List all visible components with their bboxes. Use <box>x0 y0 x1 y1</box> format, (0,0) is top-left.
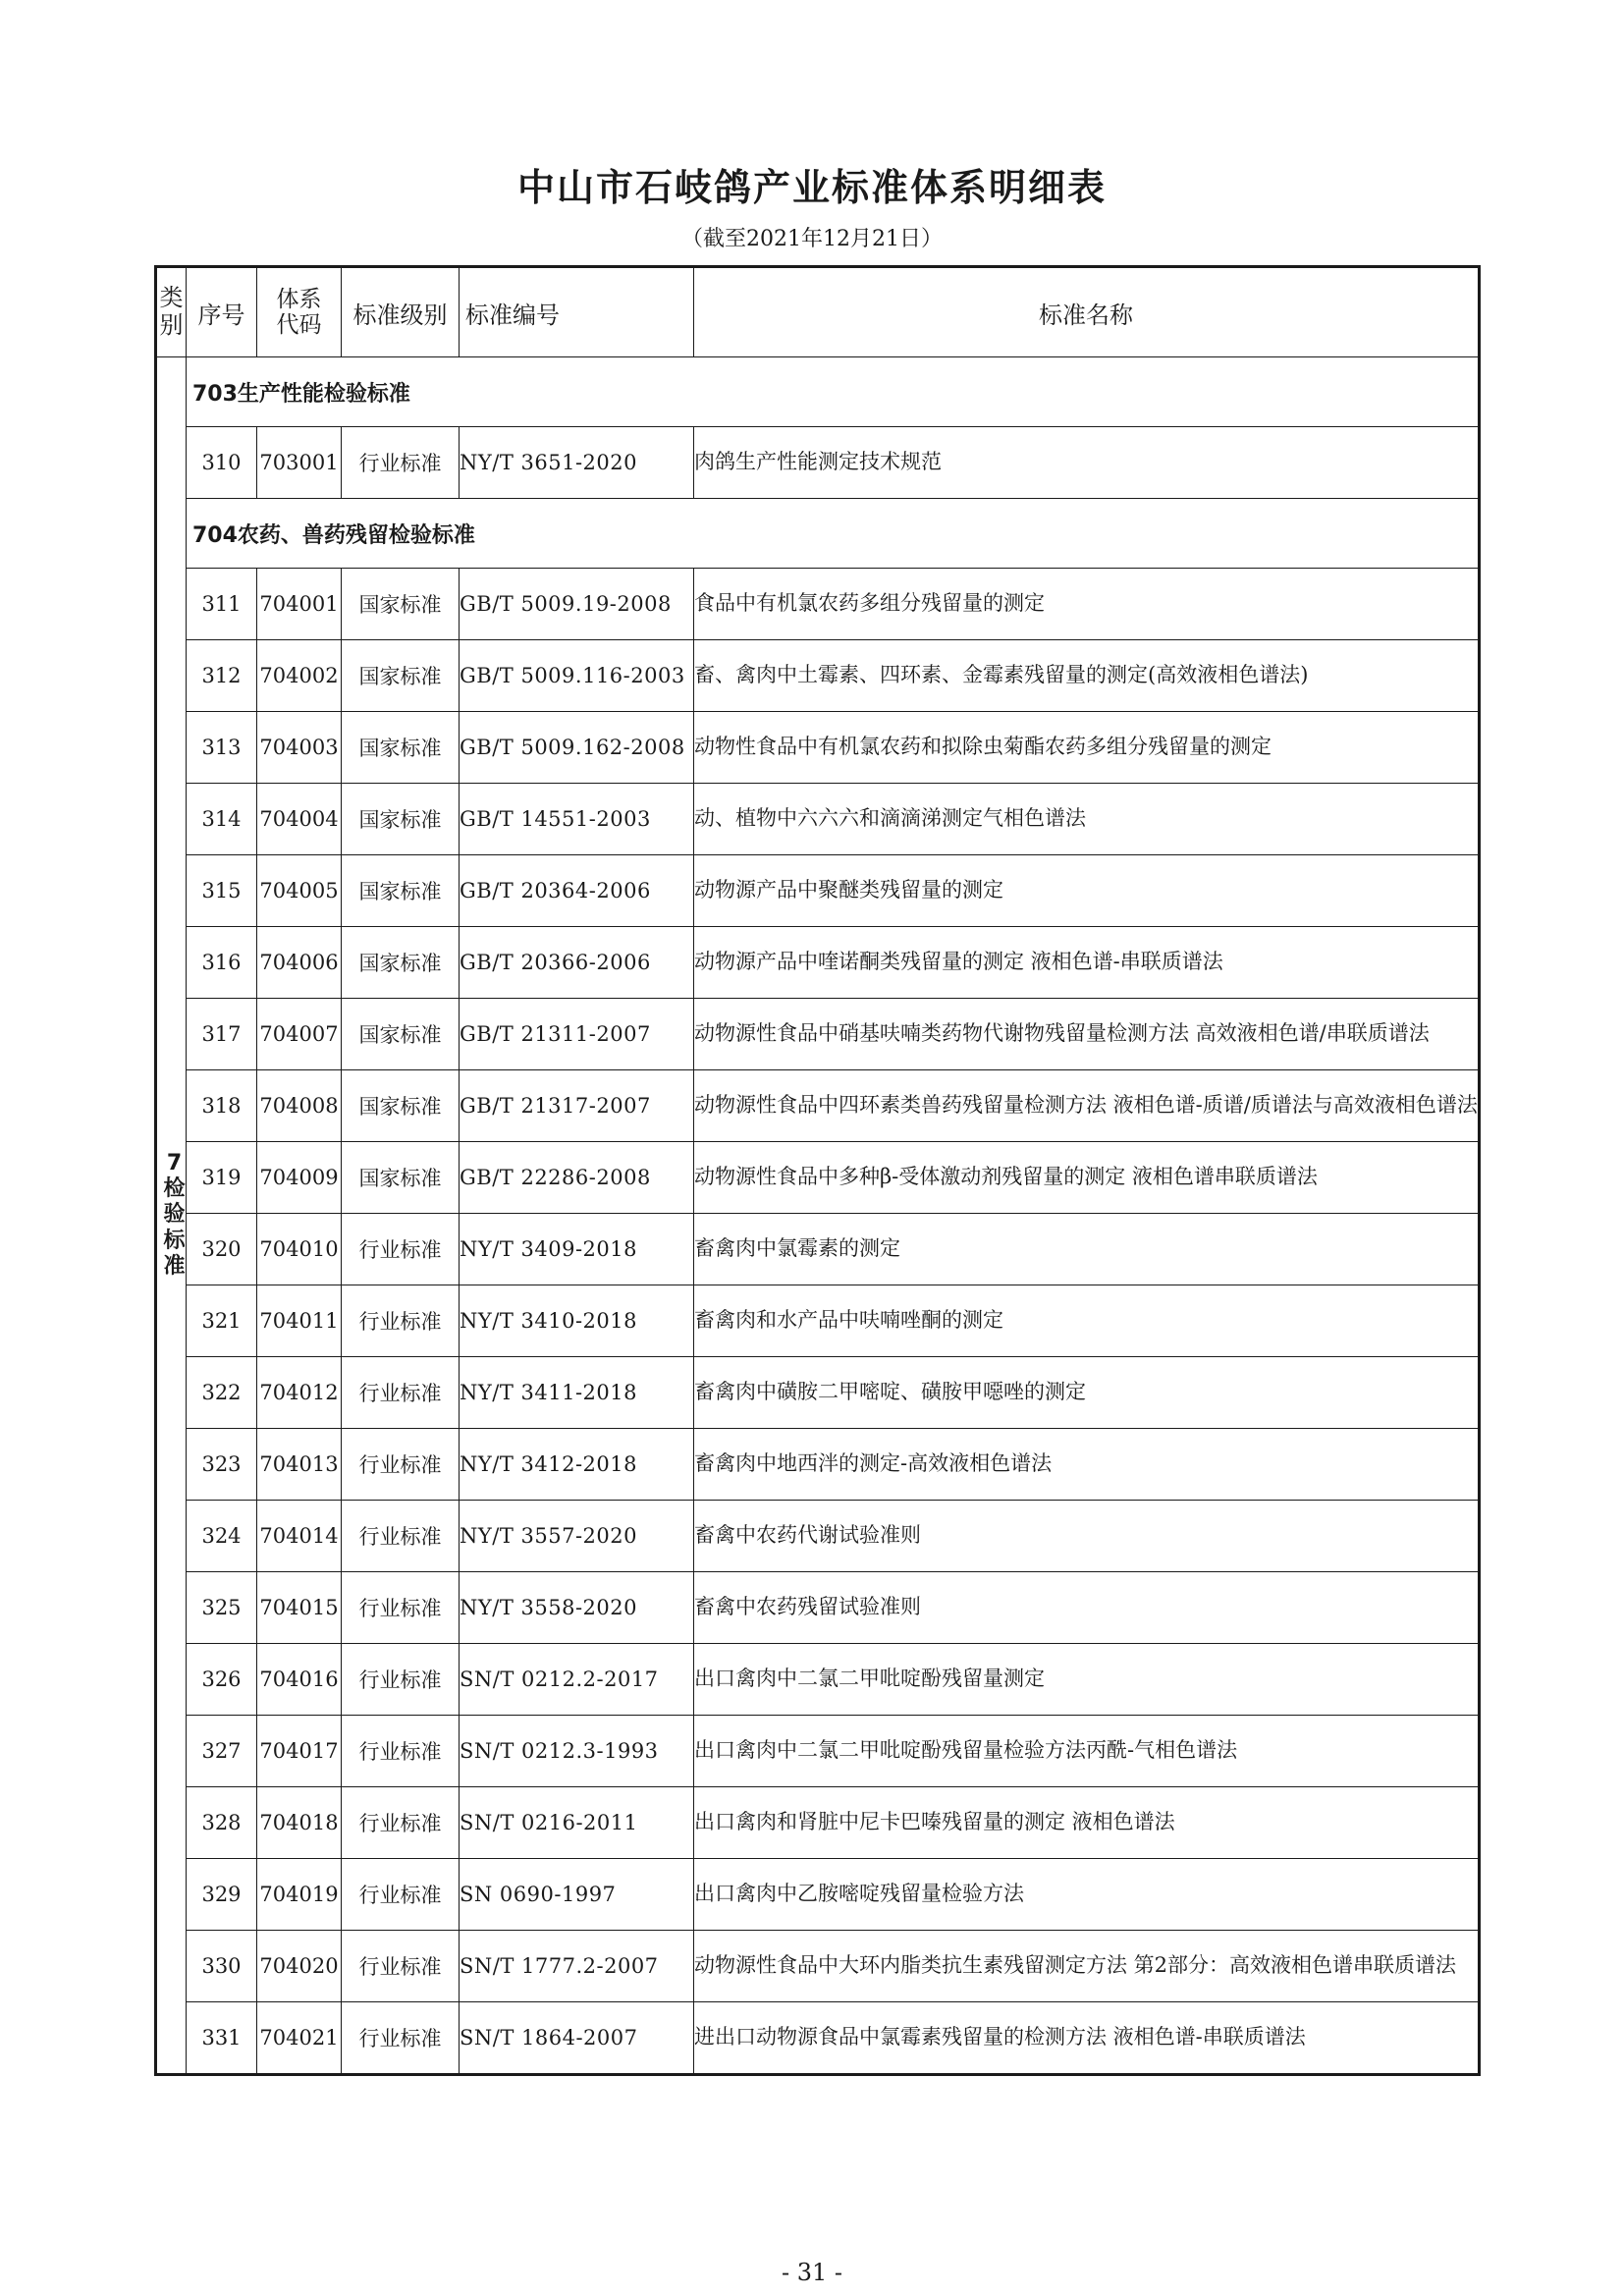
section-row <box>156 499 1480 569</box>
cell-seq: 326 <box>187 1644 257 1716</box>
cell-level: 行业标准 <box>342 1214 460 1285</box>
cell-level: 行业标准 <box>342 1644 460 1716</box>
page-number: - 31 - <box>781 2259 842 2286</box>
cell-level: 国家标准 <box>342 712 460 784</box>
cell-level: 行业标准 <box>342 1859 460 1931</box>
cell-number: NY/T 3651-2020 <box>460 427 694 499</box>
cell-name: 动物源性食品中多种β-受体激动剂残留量的测定 液相色谱串联质谱法 <box>694 1142 1480 1214</box>
cell-code: 704012 <box>257 1357 342 1429</box>
cell-number: GB/T 5009.116-2003 <box>460 640 694 712</box>
header-seq: 序号 <box>187 267 257 357</box>
table-row <box>156 1716 1480 1787</box>
cell-name: 畜禽肉中磺胺二甲嘧啶、磺胺甲噁唑的测定 <box>694 1357 1480 1429</box>
cell-number: NY/T 3557-2020 <box>460 1501 694 1572</box>
cell-level: 行业标准 <box>342 427 460 499</box>
table-row <box>156 784 1480 855</box>
cell-seq: 319 <box>187 1142 257 1214</box>
cell-seq: 330 <box>187 1931 257 2002</box>
table-row <box>156 640 1480 712</box>
cell-name: 进出口动物源食品中氯霉素残留量的检测方法 液相色谱-串联质谱法 <box>694 2002 1480 2075</box>
cell-name: 畜禽肉和水产品中呋喃唑酮的测定 <box>694 1285 1480 1357</box>
cell-name: 出口禽肉中二氯二甲吡啶酚残留量测定 <box>694 1644 1480 1716</box>
table-row <box>156 1644 1480 1716</box>
cell-level: 国家标准 <box>342 640 460 712</box>
cell-seq: 327 <box>187 1716 257 1787</box>
cell-seq: 312 <box>187 640 257 712</box>
cell-level: 行业标准 <box>342 1716 460 1787</box>
cell-code: 703001 <box>257 427 342 499</box>
cell-level: 行业标准 <box>342 1501 460 1572</box>
table-row <box>156 1787 1480 1859</box>
cell-number: NY/T 3411-2018 <box>460 1357 694 1429</box>
cell-number: GB/T 20364-2006 <box>460 855 694 927</box>
category-cell <box>156 357 187 2075</box>
cell-name: 食品中有机氯农药多组分残留量的测定 <box>694 569 1480 640</box>
cell-code: 704016 <box>257 1644 342 1716</box>
table-row <box>156 2002 1480 2075</box>
cell-level: 行业标准 <box>342 1429 460 1501</box>
cell-level: 国家标准 <box>342 1142 460 1214</box>
category-label: 7 检 验 标 准 <box>163 1150 186 1280</box>
cell-seq: 328 <box>187 1787 257 1859</box>
cell-seq: 315 <box>187 855 257 927</box>
table-row <box>156 427 1480 499</box>
cell-code: 704003 <box>257 712 342 784</box>
header-level: 标准级别 <box>342 267 460 357</box>
cell-code: 704019 <box>257 1859 342 1931</box>
cell-code: 704013 <box>257 1429 342 1501</box>
cell-seq: 329 <box>187 1859 257 1931</box>
cell-number: GB/T 22286-2008 <box>460 1142 694 1214</box>
table-row <box>156 712 1480 784</box>
table-row <box>156 999 1480 1070</box>
cell-number: SN 0690-1997 <box>460 1859 694 1931</box>
cell-number: GB/T 20366-2006 <box>460 927 694 999</box>
cell-level: 国家标准 <box>342 1070 460 1142</box>
cell-code: 704007 <box>257 999 342 1070</box>
cell-level: 国家标准 <box>342 855 460 927</box>
cell-code: 704015 <box>257 1572 342 1644</box>
cell-number: NY/T 3412-2018 <box>460 1429 694 1501</box>
cell-seq: 318 <box>187 1070 257 1142</box>
cell-name: 畜禽肉中地西泮的测定-高效液相色谱法 <box>694 1429 1480 1501</box>
cell-number: NY/T 3410-2018 <box>460 1285 694 1357</box>
cell-code: 704011 <box>257 1285 342 1357</box>
table-row <box>156 1501 1480 1572</box>
cell-seq: 316 <box>187 927 257 999</box>
table-header-row <box>156 267 1480 357</box>
section-row <box>156 357 1480 427</box>
cell-code: 704009 <box>257 1142 342 1214</box>
header-code-text: 体系 代码 <box>276 286 322 338</box>
cell-number: GB/T 5009.19-2008 <box>460 569 694 640</box>
document-title: 中山市石岐鸽产业标准体系明细表 <box>516 166 1107 209</box>
cell-seq: 314 <box>187 784 257 855</box>
cell-code: 704017 <box>257 1716 342 1787</box>
table-row <box>156 1142 1480 1214</box>
header-name: 标准名称 <box>694 267 1480 357</box>
cell-level: 行业标准 <box>342 2002 460 2075</box>
cell-code: 704002 <box>257 640 342 712</box>
cell-seq: 313 <box>187 712 257 784</box>
cell-name: 畜、禽肉中土霉素、四环素、金霉素残留量的测定(高效液相色谱法) <box>694 640 1480 712</box>
cell-number: SN/T 0216-2011 <box>460 1787 694 1859</box>
table-row <box>156 1285 1480 1357</box>
cell-level: 国家标准 <box>342 999 460 1070</box>
cell-code: 704014 <box>257 1501 342 1572</box>
cell-level: 行业标准 <box>342 1572 460 1644</box>
cell-level: 国家标准 <box>342 784 460 855</box>
cell-seq: 322 <box>187 1357 257 1429</box>
table-row <box>156 1357 1480 1429</box>
header-category-text: 类 别 <box>159 284 184 339</box>
cell-number: GB/T 14551-2003 <box>460 784 694 855</box>
cell-code: 704021 <box>257 2002 342 2075</box>
cell-level: 国家标准 <box>342 569 460 640</box>
cell-name: 动物源性食品中大环内脂类抗生素残留测定方法 第2部分：高效液相色谱串联质谱法 <box>694 1931 1480 2002</box>
cell-name: 出口禽肉中乙胺嘧啶残留量检验方法 <box>694 1859 1480 1931</box>
cell-number: GB/T 21311-2007 <box>460 999 694 1070</box>
header-number: 标准编号 <box>460 267 694 357</box>
cell-number: SN/T 0212.3-1993 <box>460 1716 694 1787</box>
cell-number: GB/T 21317-2007 <box>460 1070 694 1142</box>
table-row <box>156 1931 1480 2002</box>
cell-level: 行业标准 <box>342 1285 460 1357</box>
cell-name: 动、植物中六六六和滴滴涕测定气相色谱法 <box>694 784 1480 855</box>
standards-table <box>154 265 1481 2076</box>
cell-code: 704020 <box>257 1931 342 2002</box>
cell-name: 畜禽肉中氯霉素的测定 <box>694 1214 1480 1285</box>
cell-seq: 323 <box>187 1429 257 1501</box>
cell-name: 动物源性食品中硝基呋喃类药物代谢物残留量检测方法 高效液相色谱/串联质谱法 <box>694 999 1480 1070</box>
cell-seq: 320 <box>187 1214 257 1285</box>
cell-name: 动物性食品中有机氯农药和拟除虫菊酯农药多组分残留量的测定 <box>694 712 1480 784</box>
cell-seq: 331 <box>187 2002 257 2075</box>
cell-seq: 321 <box>187 1285 257 1357</box>
table-body <box>156 357 1480 2075</box>
table-row <box>156 1572 1480 1644</box>
cell-name: 出口禽肉中二氯二甲吡啶酚残留量检验方法丙酰-气相色谱法 <box>694 1716 1480 1787</box>
cell-name: 出口禽肉和肾脏中尼卡巴嗪残留量的测定 液相色谱法 <box>694 1787 1480 1859</box>
cell-level: 行业标准 <box>342 1931 460 2002</box>
table-row <box>156 855 1480 927</box>
table-row <box>156 569 1480 640</box>
cell-level: 行业标准 <box>342 1357 460 1429</box>
table-row <box>156 1070 1480 1142</box>
cell-seq: 311 <box>187 569 257 640</box>
cell-number: SN/T 1777.2-2007 <box>460 1931 694 2002</box>
table-row <box>156 927 1480 999</box>
cell-number: NY/T 3409-2018 <box>460 1214 694 1285</box>
cell-number: SN/T 1864-2007 <box>460 2002 694 2075</box>
document-subtitle: （截至2021年12月21日） <box>681 227 943 251</box>
header-code <box>257 267 342 357</box>
cell-number: NY/T 3558-2020 <box>460 1572 694 1644</box>
header-category <box>156 267 187 357</box>
table-row <box>156 1214 1480 1285</box>
cell-code: 704005 <box>257 855 342 927</box>
cell-code: 704004 <box>257 784 342 855</box>
cell-name: 动物源产品中聚醚类残留量的测定 <box>694 855 1480 927</box>
cell-seq: 317 <box>187 999 257 1070</box>
section-title: 704农药、兽药残留检验标准 <box>187 499 1480 569</box>
cell-name: 畜禽中农药残留试验准则 <box>694 1572 1480 1644</box>
cell-code: 704010 <box>257 1214 342 1285</box>
cell-number: SN/T 0212.2-2017 <box>460 1644 694 1716</box>
cell-name: 动物源产品中喹诺酮类残留量的测定 液相色谱-串联质谱法 <box>694 927 1480 999</box>
cell-number: GB/T 5009.162-2008 <box>460 712 694 784</box>
cell-name: 畜禽中农药代谢试验准则 <box>694 1501 1480 1572</box>
cell-level: 行业标准 <box>342 1787 460 1859</box>
cell-code: 704018 <box>257 1787 342 1859</box>
cell-seq: 310 <box>187 427 257 499</box>
section-title: 703生产性能检验标准 <box>187 357 1480 427</box>
table-row <box>156 1429 1480 1501</box>
cell-code: 704006 <box>257 927 342 999</box>
cell-seq: 324 <box>187 1501 257 1572</box>
cell-code: 704008 <box>257 1070 342 1142</box>
cell-code: 704001 <box>257 569 342 640</box>
cell-seq: 325 <box>187 1572 257 1644</box>
table-row <box>156 1859 1480 1931</box>
cell-name: 动物源性食品中四环素类兽药残留量检测方法 液相色谱-质谱/质谱法与高效液相色谱法 <box>694 1070 1480 1142</box>
cell-level: 国家标准 <box>342 927 460 999</box>
cell-name: 肉鸽生产性能测定技术规范 <box>694 427 1480 499</box>
